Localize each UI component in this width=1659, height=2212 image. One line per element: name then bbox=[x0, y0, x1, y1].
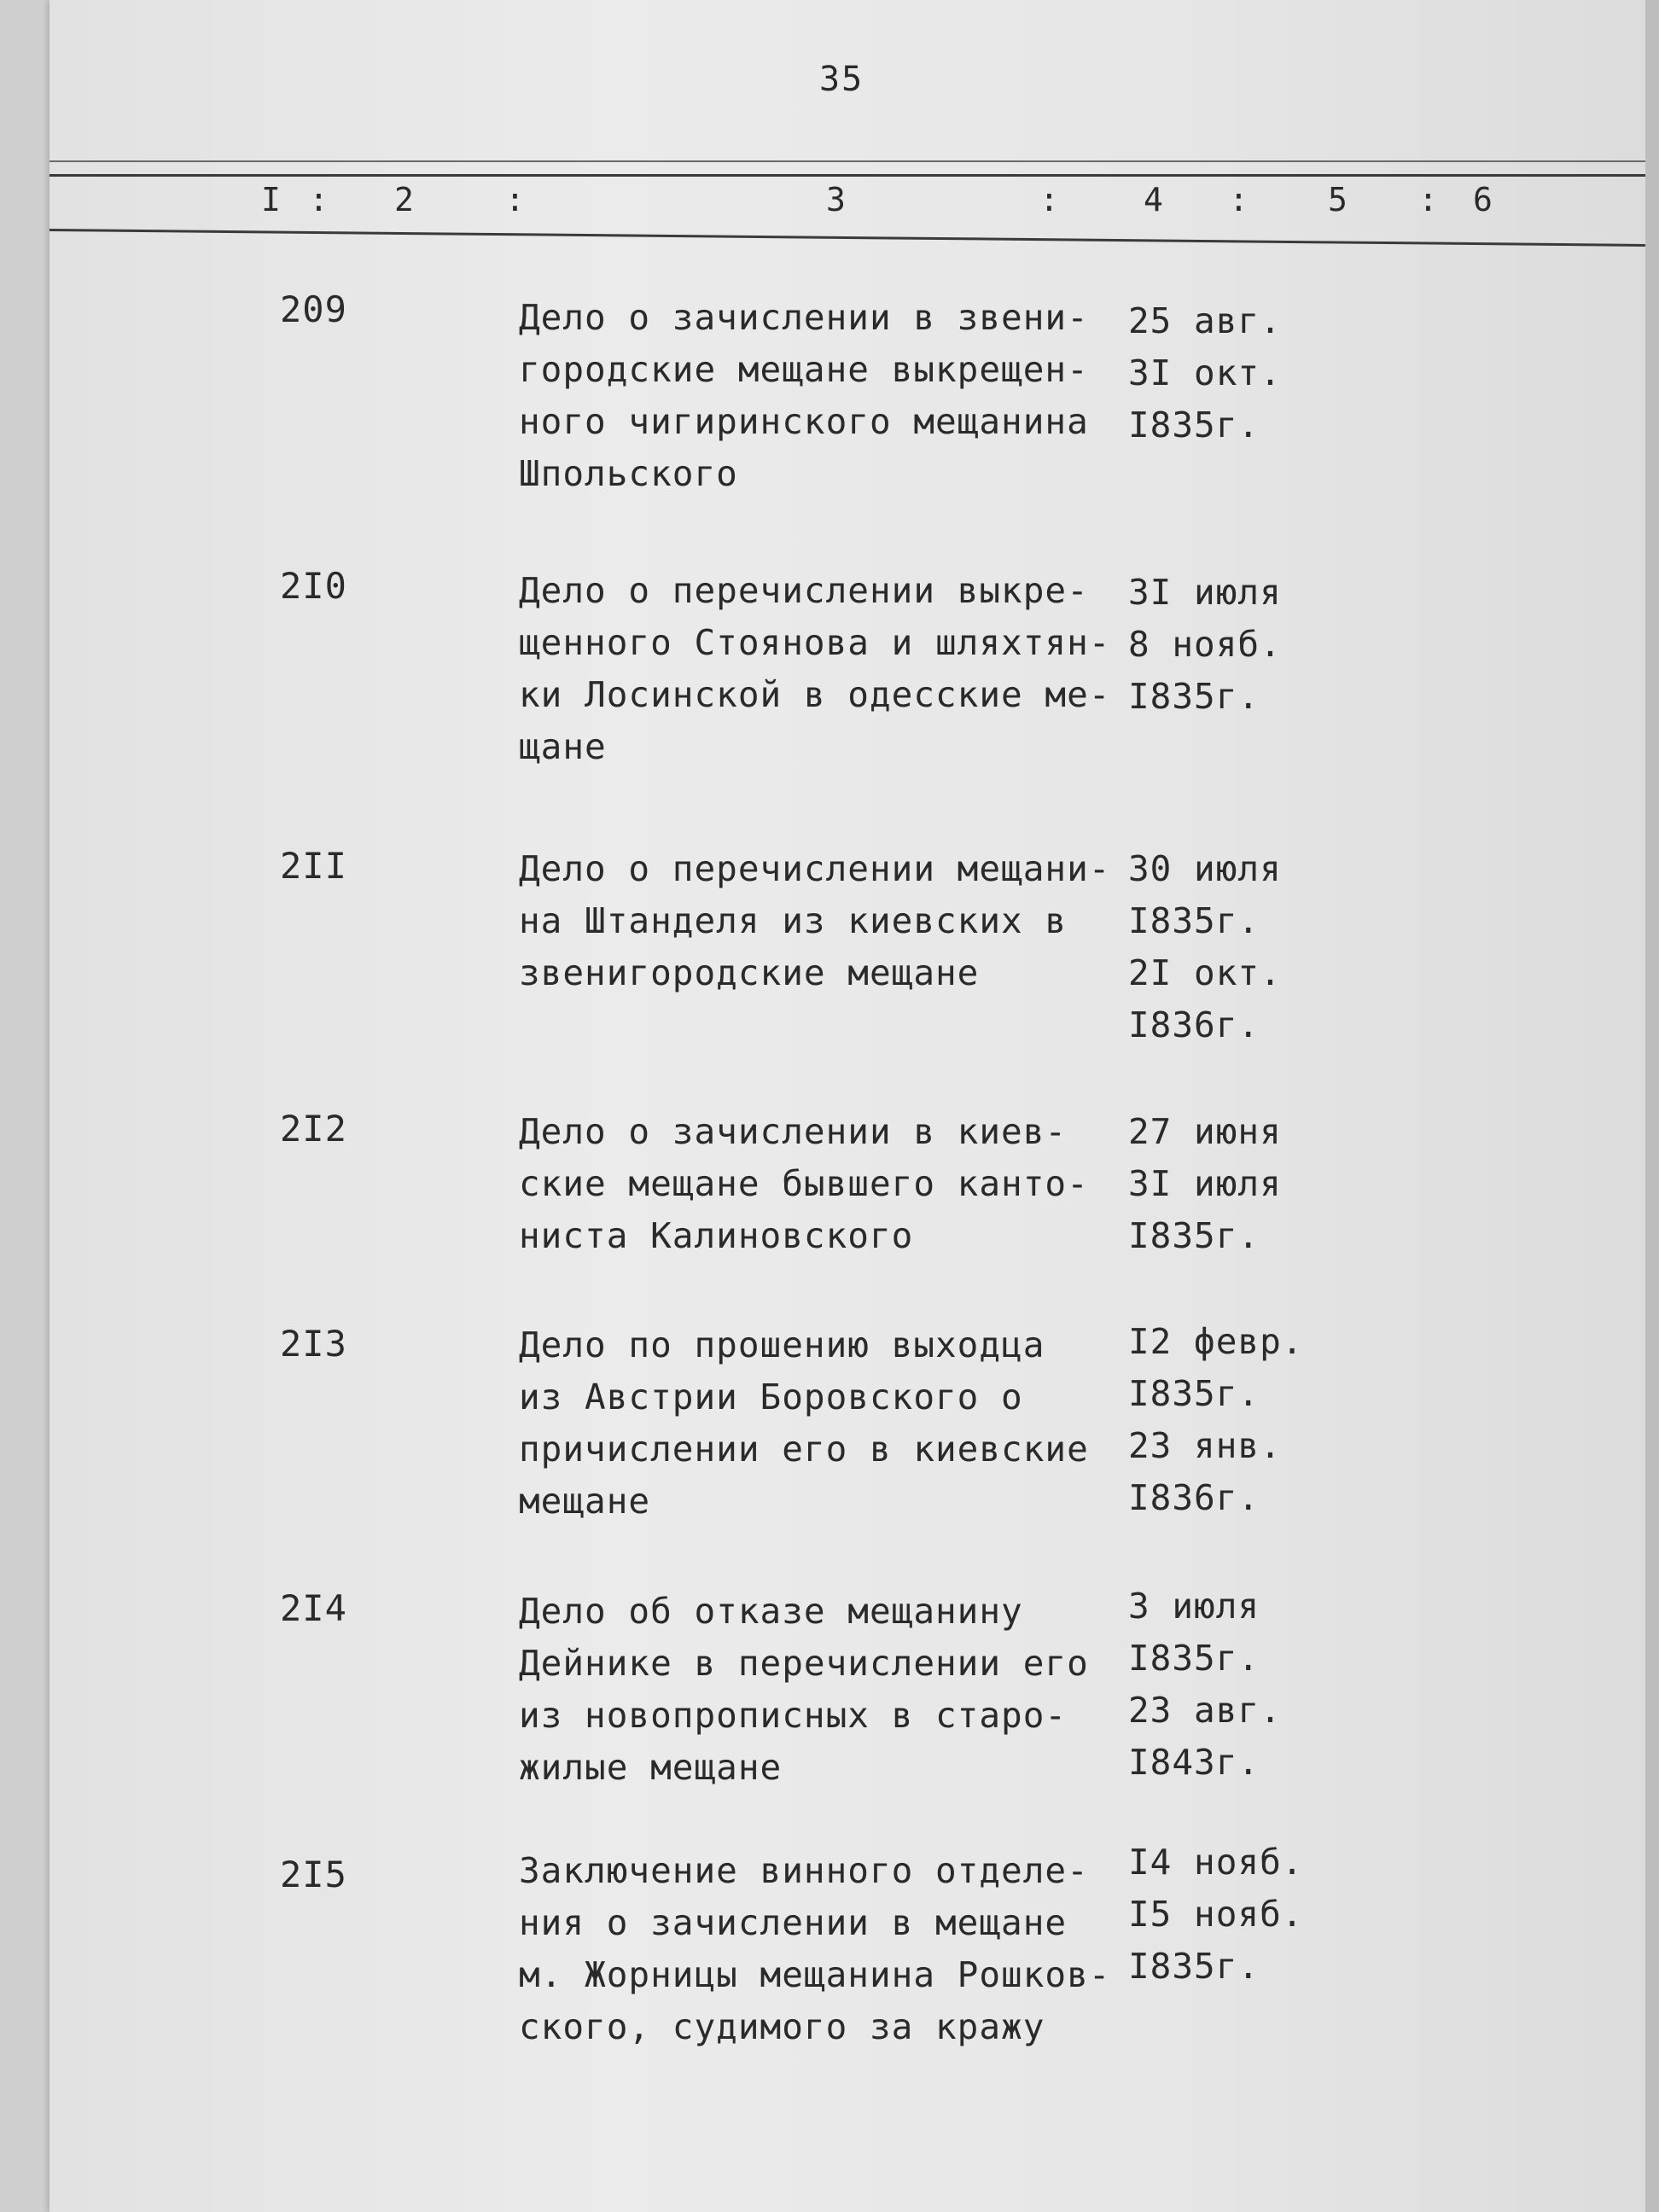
description-line: из новопрописных в старо- bbox=[519, 1695, 1068, 1736]
date-line: I5 нояб. bbox=[1128, 1894, 1304, 1935]
description-line: на Штанделя из киевских в bbox=[519, 900, 1068, 941]
date-line: 3I июля bbox=[1128, 1163, 1282, 1204]
description-line: Заключение винного отделе- bbox=[519, 1850, 1089, 1891]
date-line: I836г. bbox=[1128, 1477, 1260, 1518]
description-line: городские мещане выкрещен- bbox=[519, 349, 1089, 390]
date-line: I835г. bbox=[1128, 405, 1260, 445]
entry-dates bbox=[1128, 295, 1350, 451]
date-line: 2I окт. bbox=[1128, 952, 1282, 993]
page-number: 35 bbox=[819, 60, 864, 99]
entry-dates bbox=[1128, 1837, 1350, 1993]
date-line: 30 июля bbox=[1128, 848, 1282, 889]
description-line: Дело о перечислении мещани- bbox=[519, 848, 1111, 889]
description-line: Дело о зачислении в киев- bbox=[519, 1111, 1068, 1152]
column-header: 3 bbox=[826, 181, 846, 218]
description-line: м. Жорницы мещанина Рошков- bbox=[519, 1954, 1111, 1995]
column-header: I bbox=[261, 181, 281, 218]
column-separator: : bbox=[1418, 181, 1438, 218]
column-header: 4 bbox=[1144, 181, 1163, 218]
description-line: из Австрии Боровского о bbox=[519, 1377, 1023, 1417]
entry-number: 2I0 bbox=[280, 565, 347, 607]
description-line: звенигородские мещане bbox=[519, 952, 980, 993]
entry-description bbox=[519, 565, 1111, 773]
date-line: I843г. bbox=[1128, 1742, 1260, 1783]
entry-description bbox=[519, 1586, 1099, 1794]
entry-dates bbox=[1128, 1580, 1350, 1789]
description-line: мещане bbox=[519, 1481, 651, 1522]
description-line: ного чигиринского мещанина bbox=[519, 401, 1089, 442]
column-header: 2 bbox=[394, 181, 414, 218]
date-line: I835г. bbox=[1128, 1215, 1260, 1256]
entry-number: 2I3 bbox=[280, 1323, 347, 1365]
column-separator: : bbox=[309, 181, 329, 218]
date-line: 27 июня bbox=[1128, 1111, 1282, 1152]
description-line: Дело о перечислении выкре- bbox=[519, 570, 1089, 611]
date-line: I835г. bbox=[1128, 900, 1260, 941]
description-line: ниста Калиновского bbox=[519, 1215, 914, 1256]
description-line: Дело о зачислении в звени- bbox=[519, 297, 1089, 338]
date-line: I2 февр. bbox=[1128, 1321, 1304, 1362]
column-header: 6 bbox=[1473, 181, 1493, 218]
date-line: 23 янв. bbox=[1128, 1425, 1282, 1466]
column-separator: : bbox=[1039, 181, 1059, 218]
entry-dates bbox=[1128, 843, 1350, 1051]
entry-description bbox=[519, 1845, 1111, 2053]
description-line: щенного Стоянова и шляхтян- bbox=[519, 622, 1111, 663]
description-line: причислении его в киевские bbox=[519, 1429, 1089, 1470]
column-header: 5 bbox=[1328, 181, 1348, 218]
entry-description bbox=[519, 292, 1099, 500]
date-line: I835г. bbox=[1128, 1638, 1260, 1679]
entry-number: 2I2 bbox=[280, 1108, 347, 1150]
description-line: Шпольского bbox=[519, 453, 738, 494]
description-line: жилые мещане bbox=[519, 1747, 783, 1788]
date-line: I835г. bbox=[1128, 676, 1260, 717]
description-line: Дейнике в перечислении его bbox=[519, 1643, 1089, 1684]
description-line: Дело об отказе мещанину bbox=[519, 1591, 1023, 1632]
entry-number: 209 bbox=[280, 288, 347, 330]
page-edge bbox=[1645, 0, 1659, 2212]
description-line: ки Лосинской в одесские ме- bbox=[519, 674, 1111, 715]
description-line: щане bbox=[519, 726, 607, 767]
date-line: I835г. bbox=[1128, 1946, 1260, 1987]
entry-number: 2I5 bbox=[280, 1854, 347, 1895]
date-line: 23 авг. bbox=[1128, 1690, 1282, 1731]
entry-number: 2I4 bbox=[280, 1587, 347, 1629]
entry-dates bbox=[1128, 567, 1350, 723]
description-line: ские мещане бывшего канто- bbox=[519, 1163, 1089, 1204]
date-line: 8 нояб. bbox=[1128, 624, 1282, 665]
entry-description bbox=[519, 843, 1111, 999]
description-line: ского, судимого за кражу bbox=[519, 2006, 1045, 2047]
header-rule-top-thin bbox=[49, 160, 1645, 162]
description-line: Дело по прошению выходца bbox=[519, 1324, 1045, 1365]
date-line: 25 авг. bbox=[1128, 300, 1282, 341]
date-line: I4 нояб. bbox=[1128, 1842, 1304, 1883]
entry-dates bbox=[1128, 1316, 1350, 1524]
date-line: 3I окт. bbox=[1128, 352, 1282, 393]
entry-description bbox=[519, 1106, 1099, 1262]
column-separator: : bbox=[505, 181, 525, 218]
column-separator: : bbox=[1229, 181, 1249, 218]
description-line: ния о зачислении в мещане bbox=[519, 1902, 1068, 1943]
date-line: 3 июля bbox=[1128, 1586, 1260, 1627]
date-line: 3I июля bbox=[1128, 572, 1282, 613]
entry-description bbox=[519, 1319, 1099, 1528]
date-line: I836г. bbox=[1128, 1004, 1260, 1045]
entry-dates bbox=[1128, 1106, 1350, 1262]
date-line: I835г. bbox=[1128, 1373, 1260, 1414]
entry-number: 2II bbox=[280, 845, 347, 887]
header-rule-top bbox=[49, 174, 1645, 177]
